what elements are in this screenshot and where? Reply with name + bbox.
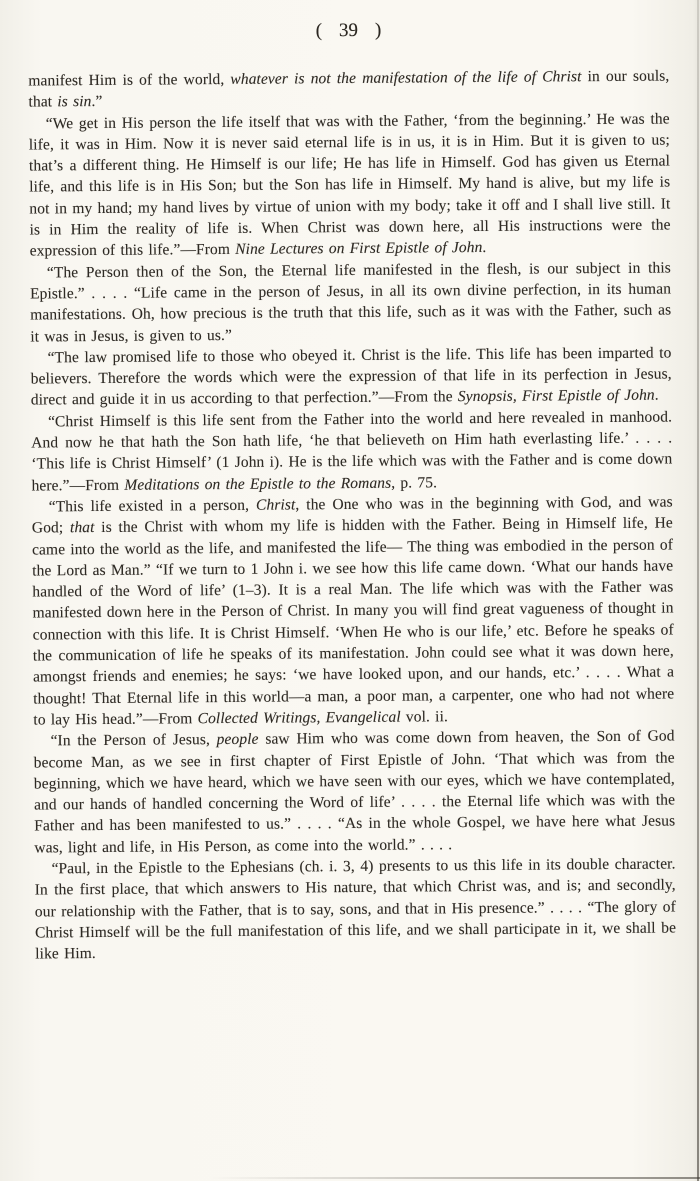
text-run: is the Christ with whom my life is hidden with the Father. Being in Himself life, He came into the world as the life, and manifested the life— The thing was embodied in the person of the Lord as Man.” “If we turn to 1 John i. we see how this life came down. ‘What our hands have handled of the Word of life’ (1–3). It is a real Man. The life which was with the Father was manifested down here in the Person of Christ. In many you will find great vagueness of thought in connection with this life. It is Christ Himself. ‘When He who is our life,’ etc. Before he speaks of the communication of life he speaks of its manifestation. John could see what it was down here, amongst friends and enemies; he says: ‘we have looked upon, and our hands, etc.’ . . . . What a thought! That Eternal life in this world—a man, a poor man, a carpenter, one who had not where to lay His head.”—From — [31, 514, 675, 729]
text-run: “We get in His person the life itself that was with the Father, ‘from the beginning.’ He was the life, it was in Him. Now it is never said eternal life is in us, it is in Him. But it is given to us; that’s a different thing. He Himself is our life; He has life in Himself. God has given us Eternal life, and this life is in His Son; but the Son has life in Himself. My hand is alive, but my life is not in my hand; my hand lives by virtue of union with my body; take it off and I shall live still. It is in Him the reality of life is. When Christ was down here, all His instructions were the expression of this life.”—From — [28, 110, 671, 260]
text-run: . — [482, 239, 487, 257]
paragraph — [29, 108, 671, 262]
paragraph — [34, 853, 676, 965]
italic-text-run: is sin — [57, 93, 92, 111]
page-edge-shadow-bottom — [210, 1177, 700, 1179]
text-run: , the One who was in the beginning with God, and was God; — [31, 493, 673, 537]
page-number: 39 — [338, 19, 359, 42]
paragraph — [32, 491, 675, 730]
text-run: “In the Person of Jesus, — [50, 731, 217, 750]
text-run: .” — [91, 93, 103, 111]
text-run: , p. 75. — [391, 473, 438, 492]
italic-text-run: Meditations on the Epistle to the Romans — [124, 474, 392, 494]
italic-text-run: people — [216, 730, 259, 749]
text-run: “Christ Himself is this life sent from the Father into the world and here revealed in manhood. And now he that hath the Son hath life, ‘he that believeth on Him hath everlasting life.’ . . . . ‘This life is Christ Himself’ (1 John i). He is the life which was with the Father and is come down here.”—From — [31, 408, 673, 495]
italic-text-run: that — [69, 519, 95, 537]
text-run: “The Person then of the Son, the Eternal life manifested in the flesh, is our subject in this Epistle.” . . . . “Life came in the person of Jesus, in all its own divine perfection, in its human manifestations. Oh, how precious is the truth that this life, such as it was with the Father, such as it was in Jesus, is given to us.” — [29, 259, 672, 346]
text-run: . — [654, 387, 659, 405]
page-number-header — [28, 17, 669, 44]
text-run: saw Him who was come down from heaven, the Son of God become Man, as we see in first chapter of First Epistle of John. ‘That which was from the beginning, which we have heard, which we have seen with our eyes, which we have contemplated, and our hands of handled concerning the Word of life’ . . . . the Eternal life which was with the Father and has been manifested to us.” . . . . “As in the whole Gospel, we have here what Jesus was, light and life, in His Person, as come into the world.” . . . . — [33, 727, 676, 857]
page-paragraphs — [28, 65, 676, 964]
italic-text-run: whatever is not the manifestation of the life of Christ — [230, 68, 582, 88]
close-paren: ) — [374, 19, 382, 41]
paragraph — [28, 65, 669, 113]
italic-text-run: Synopsis, First Epistle of John — [457, 387, 655, 406]
paragraph — [30, 342, 671, 411]
paragraph — [30, 257, 672, 347]
text-run: vol. ii. — [400, 708, 448, 726]
paragraph — [31, 406, 673, 496]
italic-text-run: Nine Lectures on First Epistle of John — [235, 239, 483, 259]
text-run: “This life existed in a person, — [48, 496, 257, 516]
open-paren: ( — [315, 20, 323, 42]
italic-text-run: Christ — [255, 496, 296, 514]
text-run: in our souls, that — [28, 67, 670, 111]
text-run: “The law promised life to those who obeyed it. Christ is the life. This life has been imparted to believers. Therefore the words which were the expression of that life in its perfection in Jesus, direct and guide it in us according to that perfection.”—From the — [30, 344, 672, 409]
italic-text-run: Collected Writings, Evangelical — [197, 708, 401, 728]
text-run: “Paul, in the Epistle to the Ephesians (ch. i. 3, 4) presents to us this life in its double character. In the first place, that which answers to His nature, that which Christ was, and is; and secondly, our relationship with the Father, that is to say, sons, and that in His presence.” . . . . “The glory of Christ Himself will be the full manifestation of this life, and we shall participate in it, we shall be like Him. — [34, 855, 677, 963]
text-run: manifest Him is of the world, — [28, 70, 231, 90]
paragraph — [33, 726, 675, 859]
